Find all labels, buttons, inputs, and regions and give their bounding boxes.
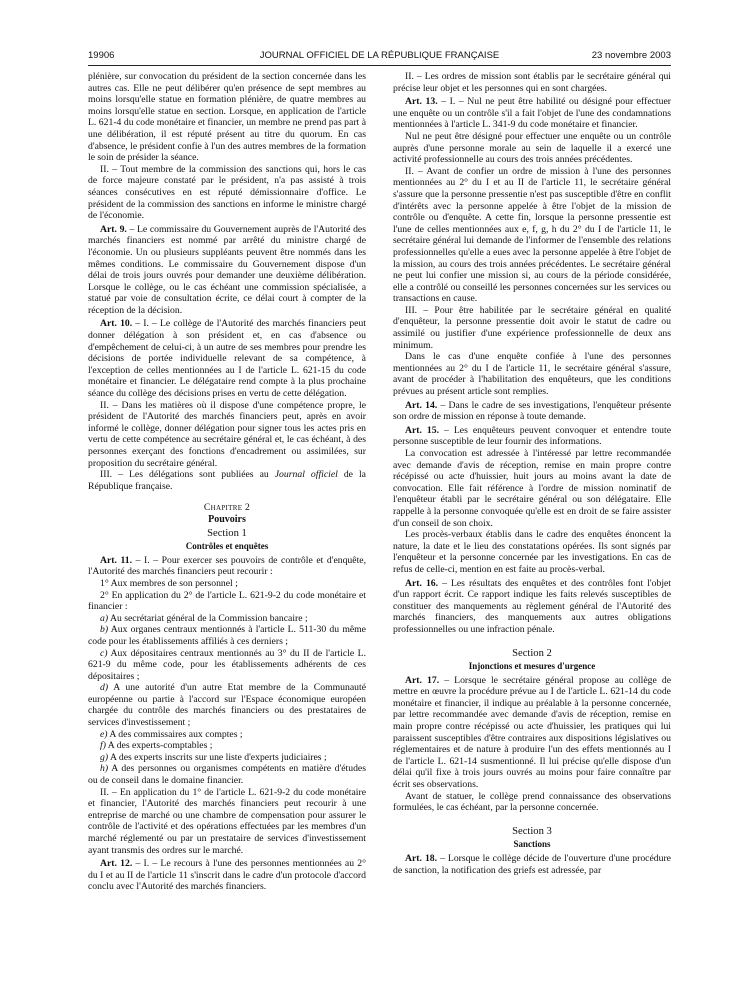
section-heading: Section 2 xyxy=(512,647,552,659)
article-label: Art. 14. xyxy=(405,399,438,411)
list-text: A des experts-comptables ; xyxy=(105,740,213,752)
list-item xyxy=(88,624,366,647)
article-label: Art. 18. xyxy=(405,853,438,864)
article-text: – I. – Le recours à l'une des personnes mentionnées au 2° du I et au II de l'article 11 s'inscrit dans le cadre d'un protocole d'accord conclu avec l'Autorité des marchés financiers. xyxy=(88,858,366,893)
page-number: 19906 xyxy=(88,50,115,61)
list-text: A des experts inscrits sur une liste d'experts judiciaires ; xyxy=(108,751,327,763)
article-text: – Dans le cadre de ses investigations, l'enquêteur présente son ordre de mission en réponse à toute demande. xyxy=(393,399,671,423)
section-title: Sanctions xyxy=(513,839,551,850)
left-column xyxy=(88,71,366,893)
chapter-heading: Chapitre 2 xyxy=(203,502,251,514)
article-label: Art. 10. xyxy=(100,318,133,330)
paragraph: III. – Pour être habilitée par le secrétaire général en qualité d'enquêteur, la personne pressentie doit avoir le statut de cadre ou assimilé ou justifier d'une expérience professionnelle de deux ans minimum. xyxy=(393,304,671,351)
article-text: – Les enquêteurs peuvent convoquer et entendre toute personne susceptible de leur fournir des informations. xyxy=(393,424,671,448)
running-header xyxy=(88,50,671,64)
article-9 xyxy=(88,224,366,317)
paragraph: II. – Dans les matières où il dispose d'une compétence propre, le président de l'Autorité des marchés financiers peut, après en avoir informé le collège, donner délégation pour signer tous les actes pris en vertu de cette compétence au secrétaire général et, le cas échéant, à des personnes exerçant des fonctions d'encadrement ou assimilées, sur proposition du secrétaire général. xyxy=(88,399,366,469)
right-column xyxy=(393,71,671,876)
list-item xyxy=(88,740,366,752)
paragraph: Les procès-verbaux établis dans le cadre des enquêtes énoncent la nature, la date et le lieu des constatations opérées. Ils sont signés par l'enquêteur et la personne concernée par les investigations. En cas de refus de celle-ci, mention en est faite au procès-verbal. xyxy=(393,529,671,575)
paragraph xyxy=(88,469,366,492)
section-heading: Section 3 xyxy=(512,825,552,837)
paragraph: La convocation est adressée à l'intéressé par lettre recommandée avec demande d'avis de réception, remise en main propre contre récépissé ou acte d'huissier, huit jours au moins avant la date de convocation. Elle fait référence à l'ordre de mission nominatif de l'enquêteur établi par le secrétaire général ou son délégataire. Elle rappelle à la personne convoquée qu'elle est en droit de se faire assister d'un conseil de son choix. xyxy=(393,448,671,529)
article-13 xyxy=(393,96,671,131)
paragraph: II. – En application du 1° de l'article L. 621-9-2 du code monétaire et financier, l'Autorité des marchés financiers peut recourir à une entreprise de marché ou une chambre de compensation pour assurer le contrôle de l'activité et des opérations effectuées par les membres d'un marché réglementé ou par un prestataire de services d'investissement ayant transmis des ordres sur le marché. xyxy=(88,786,366,856)
paragraph: II. – Tout membre de la commission des sanctions qui, hors le cas de force majeure constaté par le président, n'a pas assisté à trois séances consécutives en est réputé démissionnaire d'office. Le président de la commission des sanctions en informe le ministre chargé de l'économie. xyxy=(88,163,366,222)
article-label: Art. 12. xyxy=(100,858,133,870)
article-text: – Les résultats des enquêtes et des contrôles font l'objet d'un rapport écrit. Ce rapport indique les faits relevés susceptibles de constituer des manquements au règlement général de l'Autorité des marchés financiers, des manquements aux autres obligations professionnelles ou une infraction pénale. xyxy=(393,577,671,635)
journal-title: JOURNAL OFFICIEL DE LA RÉPUBLIQUE FRANÇAISE xyxy=(259,50,500,61)
article-text: – Lorsque le secrétaire général propose au collège de mettre en œuvre la procédure prévue au I de l'article L. 621-14 du code monétaire et financier, il indique au préalable à la personne concernée, par lettre recommandée avec demande d'avis de réception, remise en main propre contre récépissé ou acte d'huissier, les pratiques qui lui paraissent susceptibles d'être contraires aux dispositions législatives ou réglementaires et de nature à produire l'un des effets mentionnés au I de l'article L. 621-14 susmentionné. Il lui précise qu'elle dispose d'un délai qu'il fixe à trois jours ouvrés au moins pour faire connaître par écrit ses observations. xyxy=(393,674,671,791)
article-12 xyxy=(88,858,366,893)
article-text: – Lorsque le collège décide de l'ouverture d'une procédure de sanction, la notification des griefs est adressée, par xyxy=(393,853,671,876)
list-text: En application du 2° de l'article L. 621-9-2 du code monétaire et financier : xyxy=(88,589,366,613)
list-marker: 2° xyxy=(100,589,109,601)
list-marker: f) xyxy=(100,740,106,752)
paragraph: Dans le cas d'une enquête confiée à l'une des personnes mentionnées au 2° du I de l'article 11, le secrétaire général s'assure, avant de procéder à l'habilitation des enquêteurs, que les conditions prévues au présent article sont remplies. xyxy=(393,351,671,398)
journal-reference: Journal officiel xyxy=(274,469,338,481)
list-marker: g) xyxy=(100,751,109,763)
header-rule xyxy=(88,65,671,66)
article-11 xyxy=(88,555,366,578)
list-item xyxy=(88,578,366,590)
chapter-title: Pouvoirs xyxy=(208,513,246,525)
list-text: Au secrétariat général de la Commission bancaire ; xyxy=(108,612,308,624)
paragraph: II. – Avant de confier un ordre de mission à l'une des personnes mentionnées au 2° du I et au II de l'article 11, le secrétaire général s'assure que la personne pressentie n'est pas susceptible d'être en conflit d'intérêts avec la personne appelée à être l'objet de la mission de contrôle ou d'enquête. A cette fin, lorsque la personne pressentie est l'une de celles mentionnées aux e, f, g, h du 2° du I de l'article 11, le secrétaire général lui demande de l'informer de l'ensemble des relations professionnelles qu'elle a eues avec la personne appelée à être l'objet de la mission, au cours des trois années précédentes. Le secrétaire général ne peut lui confier une mission si, au cours de la période considérée, elle a contrôlé ou conseillé les personnes concernées sur les services ou transactions en cause. xyxy=(393,165,671,305)
article-11-list xyxy=(88,578,366,787)
article-text: – Le commissaire du Gouvernement auprès de l'Autorité des marchés financiers est nommé par arrêté du ministre chargé de l'économie. Un ou plusieurs suppléants peuvent être nommés dans les mêmes conditions. Le commissaire du Gouvernement dispose d'un délai de trois jours ouvrés pour demander une deuxième délibération. Lorsque le collège, ou le cas échéant une commission spécialisée, a statué par voie de consultation écrite, ce délai court à compter de la réception de la décision. xyxy=(88,223,366,316)
list-text: A des commissaires aux comptes ; xyxy=(107,728,243,740)
list-marker: c) xyxy=(100,647,108,659)
publication-date: 23 novembre 2003 xyxy=(591,50,671,61)
article-label: Art. 11. xyxy=(100,554,133,566)
section-title: Contrôles et enquêtes xyxy=(185,541,269,552)
list-marker: d) xyxy=(100,682,109,694)
list-item xyxy=(88,613,366,625)
article-label: Art. 9. xyxy=(100,223,127,235)
list-text: Aux dépositaires centraux mentionnés au 3° du II de l'article L. 621-9 du même code, pour les établissements adhérents de ces dépositaires ; xyxy=(88,647,366,682)
paragraph: II. – Les ordres de mission sont établis par le secrétaire général qui précise leur objet et les personnes qui en sont chargées. xyxy=(393,71,671,94)
paragraph: plénière, sur convocation du président de la section concernée dans les autres cas. Elle ne peut délibérer qu'en présence de sept membres au moins lorsqu'elle statue en formation plénière, de quatre membres au moins lorsqu'elle statue en section. Lorsque, en application de l'article L. 621-4 du code monétaire et financier, un membre ne prend pas part à une délibération, il est réputé présent au titre du quorum. En cas d'absence, le président confie à l'un des autres membres de la formation le soin de présider la séance. xyxy=(88,71,366,164)
list-text: A des personnes ou organismes compétents en matière d'études ou de conseil dans le domaine financier. xyxy=(88,763,366,787)
article-10 xyxy=(88,318,366,399)
list-marker: b) xyxy=(100,624,109,636)
list-marker: a) xyxy=(100,612,109,624)
article-text: – I. – Nul ne peut être habilité ou désigné pour effectuer une enquête ou un contrôle s'il a fait l'objet de l'une des condamnations mentionnées à l'article L. 341-9 du code monétaire et financier. xyxy=(393,96,671,131)
article-label: Art. 17. xyxy=(405,674,440,686)
list-item xyxy=(88,763,366,786)
section-title: Injonctions et mesures d'urgence xyxy=(468,661,596,672)
list-text: A une autorité d'un autre Etat membre de la Communauté européenne ou partie à l'accord sur l'Espace économique européen chargée du contrôle des marchés financiers ou des prestataires de services d'investissement ; xyxy=(88,682,366,729)
article-17 xyxy=(393,675,671,791)
list-item xyxy=(88,648,366,683)
article-label: Art. 13. xyxy=(405,96,438,108)
list-item xyxy=(88,590,366,613)
paragraph: Avant de statuer, le collège prend connaissance des observations formulées, le cas échéant, par la personne concernée. xyxy=(393,790,671,814)
article-14 xyxy=(393,400,671,423)
text-run: de la République française. xyxy=(88,469,366,492)
list-item xyxy=(88,752,366,764)
list-item xyxy=(88,682,366,728)
list-marker: 1° xyxy=(100,577,109,589)
article-15 xyxy=(393,425,671,448)
article-text: – I. – Pour exercer ses pouvoirs de contrôle et d'enquête, l'Autorité des marchés financiers peut recourir : xyxy=(88,554,366,578)
section-heading: Section 1 xyxy=(207,527,247,539)
paragraph: Nul ne peut être désigné pour effectuer une enquête ou un contrôle auprès d'une personne morale au sein de laquelle il a exercé une activité professionnelle au cours des trois années précédentes. xyxy=(393,130,671,166)
list-marker: h) xyxy=(100,763,109,775)
article-text: – I. – Le collège de l'Autorité des marchés financiers peut donner délégation à son président et, en cas d'absence ou d'empêchement de celui-ci, à un autre de ses membres pour prendre les décisions de portée individuelle relevant de sa compétence, à l'exception de celles mentionnées au I de l'article L. 621-15 du code monétaire et financier. Le délégataire rend compte à la plus prochaine séance du collège des décisions prises en vertu de cette délégation. xyxy=(88,318,366,400)
list-item xyxy=(88,729,366,741)
article-18 xyxy=(393,853,671,876)
list-text: Aux membres de son personnel ; xyxy=(108,577,238,589)
article-label: Art. 15. xyxy=(405,424,440,436)
article-16 xyxy=(393,578,671,636)
list-text: Aux organes centraux mentionnés à l'article L. 511-30 du même code pour les établissements affiliés à ces derniers ; xyxy=(88,624,366,647)
text-run: III. – Les délégations sont publiées au xyxy=(100,469,275,481)
article-label: Art. 16. xyxy=(405,577,439,589)
list-marker: e) xyxy=(100,728,108,740)
